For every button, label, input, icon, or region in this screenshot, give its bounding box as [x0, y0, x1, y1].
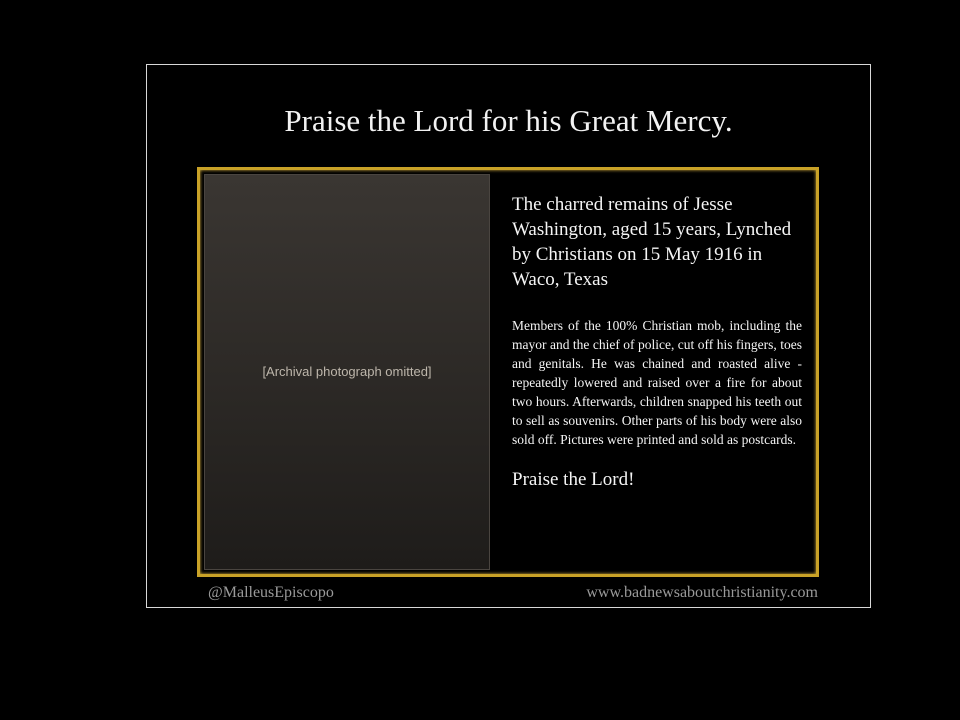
text-column — [512, 192, 802, 492]
photo-placeholder-caption: [Archival photograph omitted] — [262, 364, 432, 379]
slide-title: Praise the Lord for his Great Mercy. — [284, 103, 733, 138]
lead-paragraph: The charred remains of Jesse Washington, aged 15 years, Lynched by Christians on 15 May 1916 in Waco, Texas — [512, 194, 792, 290]
photo-placeholder — [204, 174, 490, 570]
body-paragraph: Members of the 100% Christian mob, including the mayor and the chief of police, cut off his fingers, toes and genitals. He was chained and roasted alive - repeatedly lowered and raised over a fire for about two hours. Afterwards, children snapped his teeth out to sell as souvenirs. Other parts of his body were also sold off. Pictures were printed and sold as postcards. — [512, 318, 802, 447]
closing-line: Praise the Lord! — [512, 469, 635, 490]
slide-frame — [146, 64, 871, 608]
footer-website: www.badnewsaboutchristianity.com — [586, 584, 818, 601]
footer-handle: @MalleusEpiscopo — [208, 584, 334, 601]
content-panel — [197, 167, 819, 577]
